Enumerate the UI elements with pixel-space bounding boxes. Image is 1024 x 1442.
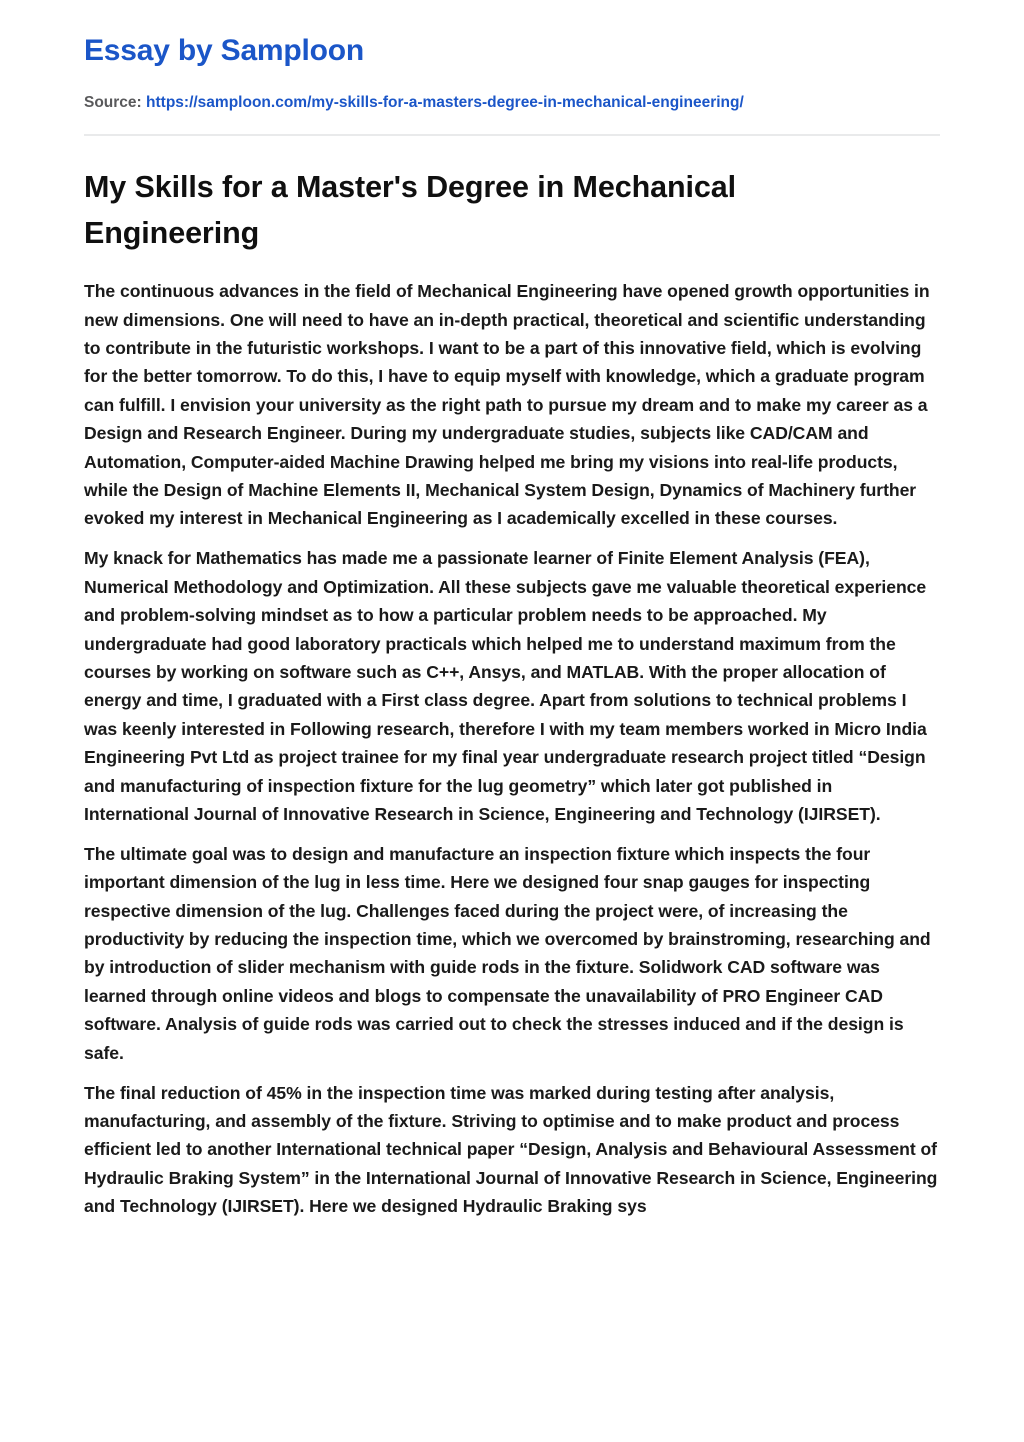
article: [84, 144, 940, 1221]
header-divider: [84, 134, 940, 136]
article-paragraph: My knack for Mathematics has made me a passionate learner of Finite Element Analysis (FEA), Numerical Methodology and Optimization. All these subjects gave me valuable theoretical experience and problem-solving mindset as to how a particular problem needs to be approached. My undergraduate had good laboratory practicals which helped me to understand maximum from the courses by working on software such as C++, Ansys, and MATLAB. With the proper allocation of energy and time, I graduated with a First class degree. Apart from solutions to technical problems I was keenly interested in Following research, therefore I with my team members worked in Micro India Engineering Pvt Ltd as project trainee for my final year undergraduate research project titled “Design and manufacturing of inspection fixture for the lug geometry” which later got published in International Journal of Innovative Research in Science, Engineering and Technology (IJIRSET).: [84, 548, 927, 824]
source-line: [84, 93, 940, 113]
source-url-link[interactable]: https://samploon.com/my-skills-for-a-masters-degree-in-mechanical-engineering/: [146, 94, 744, 111]
site-brand-title: Essay by Samploon: [84, 34, 365, 67]
article-body: [84, 277, 939, 1221]
article-paragraph: The continuous advances in the field of Mechanical Engineering have opened growth opportunities in new dimensions. One will need to have an in-depth practical, theoretical and scientific understanding to contribute in the futuristic workshops. I want to be a part of this innovative field, which is evolving for the better tomorrow. To do this, I have to equip myself with knowledge, which a graduate program can fulfill. I envision your university as the right path to pursue my dream and to make my career as a Design and Research Engineer. During my undergraduate studies, subjects like CAD/CAM and Automation, Computer-aided Machine Drawing helped me bring my visions into real-life products, while the Design of Machine Elements II, Mechanical System Design, Dynamics of Machinery further evoked my interest in Mechanical Engineering as I academically excelled in these courses.: [84, 281, 930, 529]
article-paragraph: The ultimate goal was to design and manufacture an inspection fixture which inspects the four important dimension of the lug in less time. Here we designed four snap gauges for inspecting respective dimension of the lug. Challenges faced during the project were, of increasing the productivity by reducing the inspection time, which we overcomed by brainstroming, researching and by introduction of slider mechanism with guide rods in the fixture. Solidwork CAD software was learned through online videos and blogs to compensate the unavailability of PRO Engineer CAD software. Analysis of guide rods was carried out to check the stresses induced and if the design is safe.: [84, 843, 931, 1063]
article-title: My Skills for a Master's Degree in Mechanical Engineering: [84, 170, 736, 251]
site-header: [84, 0, 940, 136]
source-label: Source:: [84, 94, 142, 111]
article-paragraph: The final reduction of 45% in the inspection time was marked during testing after analysis, manufacturing, and assembly of the fixture. Striving to optimise and to make product and process efficient led to another International technical paper “Design, Analysis and Behavioural Assessment of Hydraulic Braking System” in the International Journal of Innovative Research in Science, Engineering and Technology (IJIRSET). Here we designed Hydraulic Braking sys: [84, 1082, 938, 1217]
